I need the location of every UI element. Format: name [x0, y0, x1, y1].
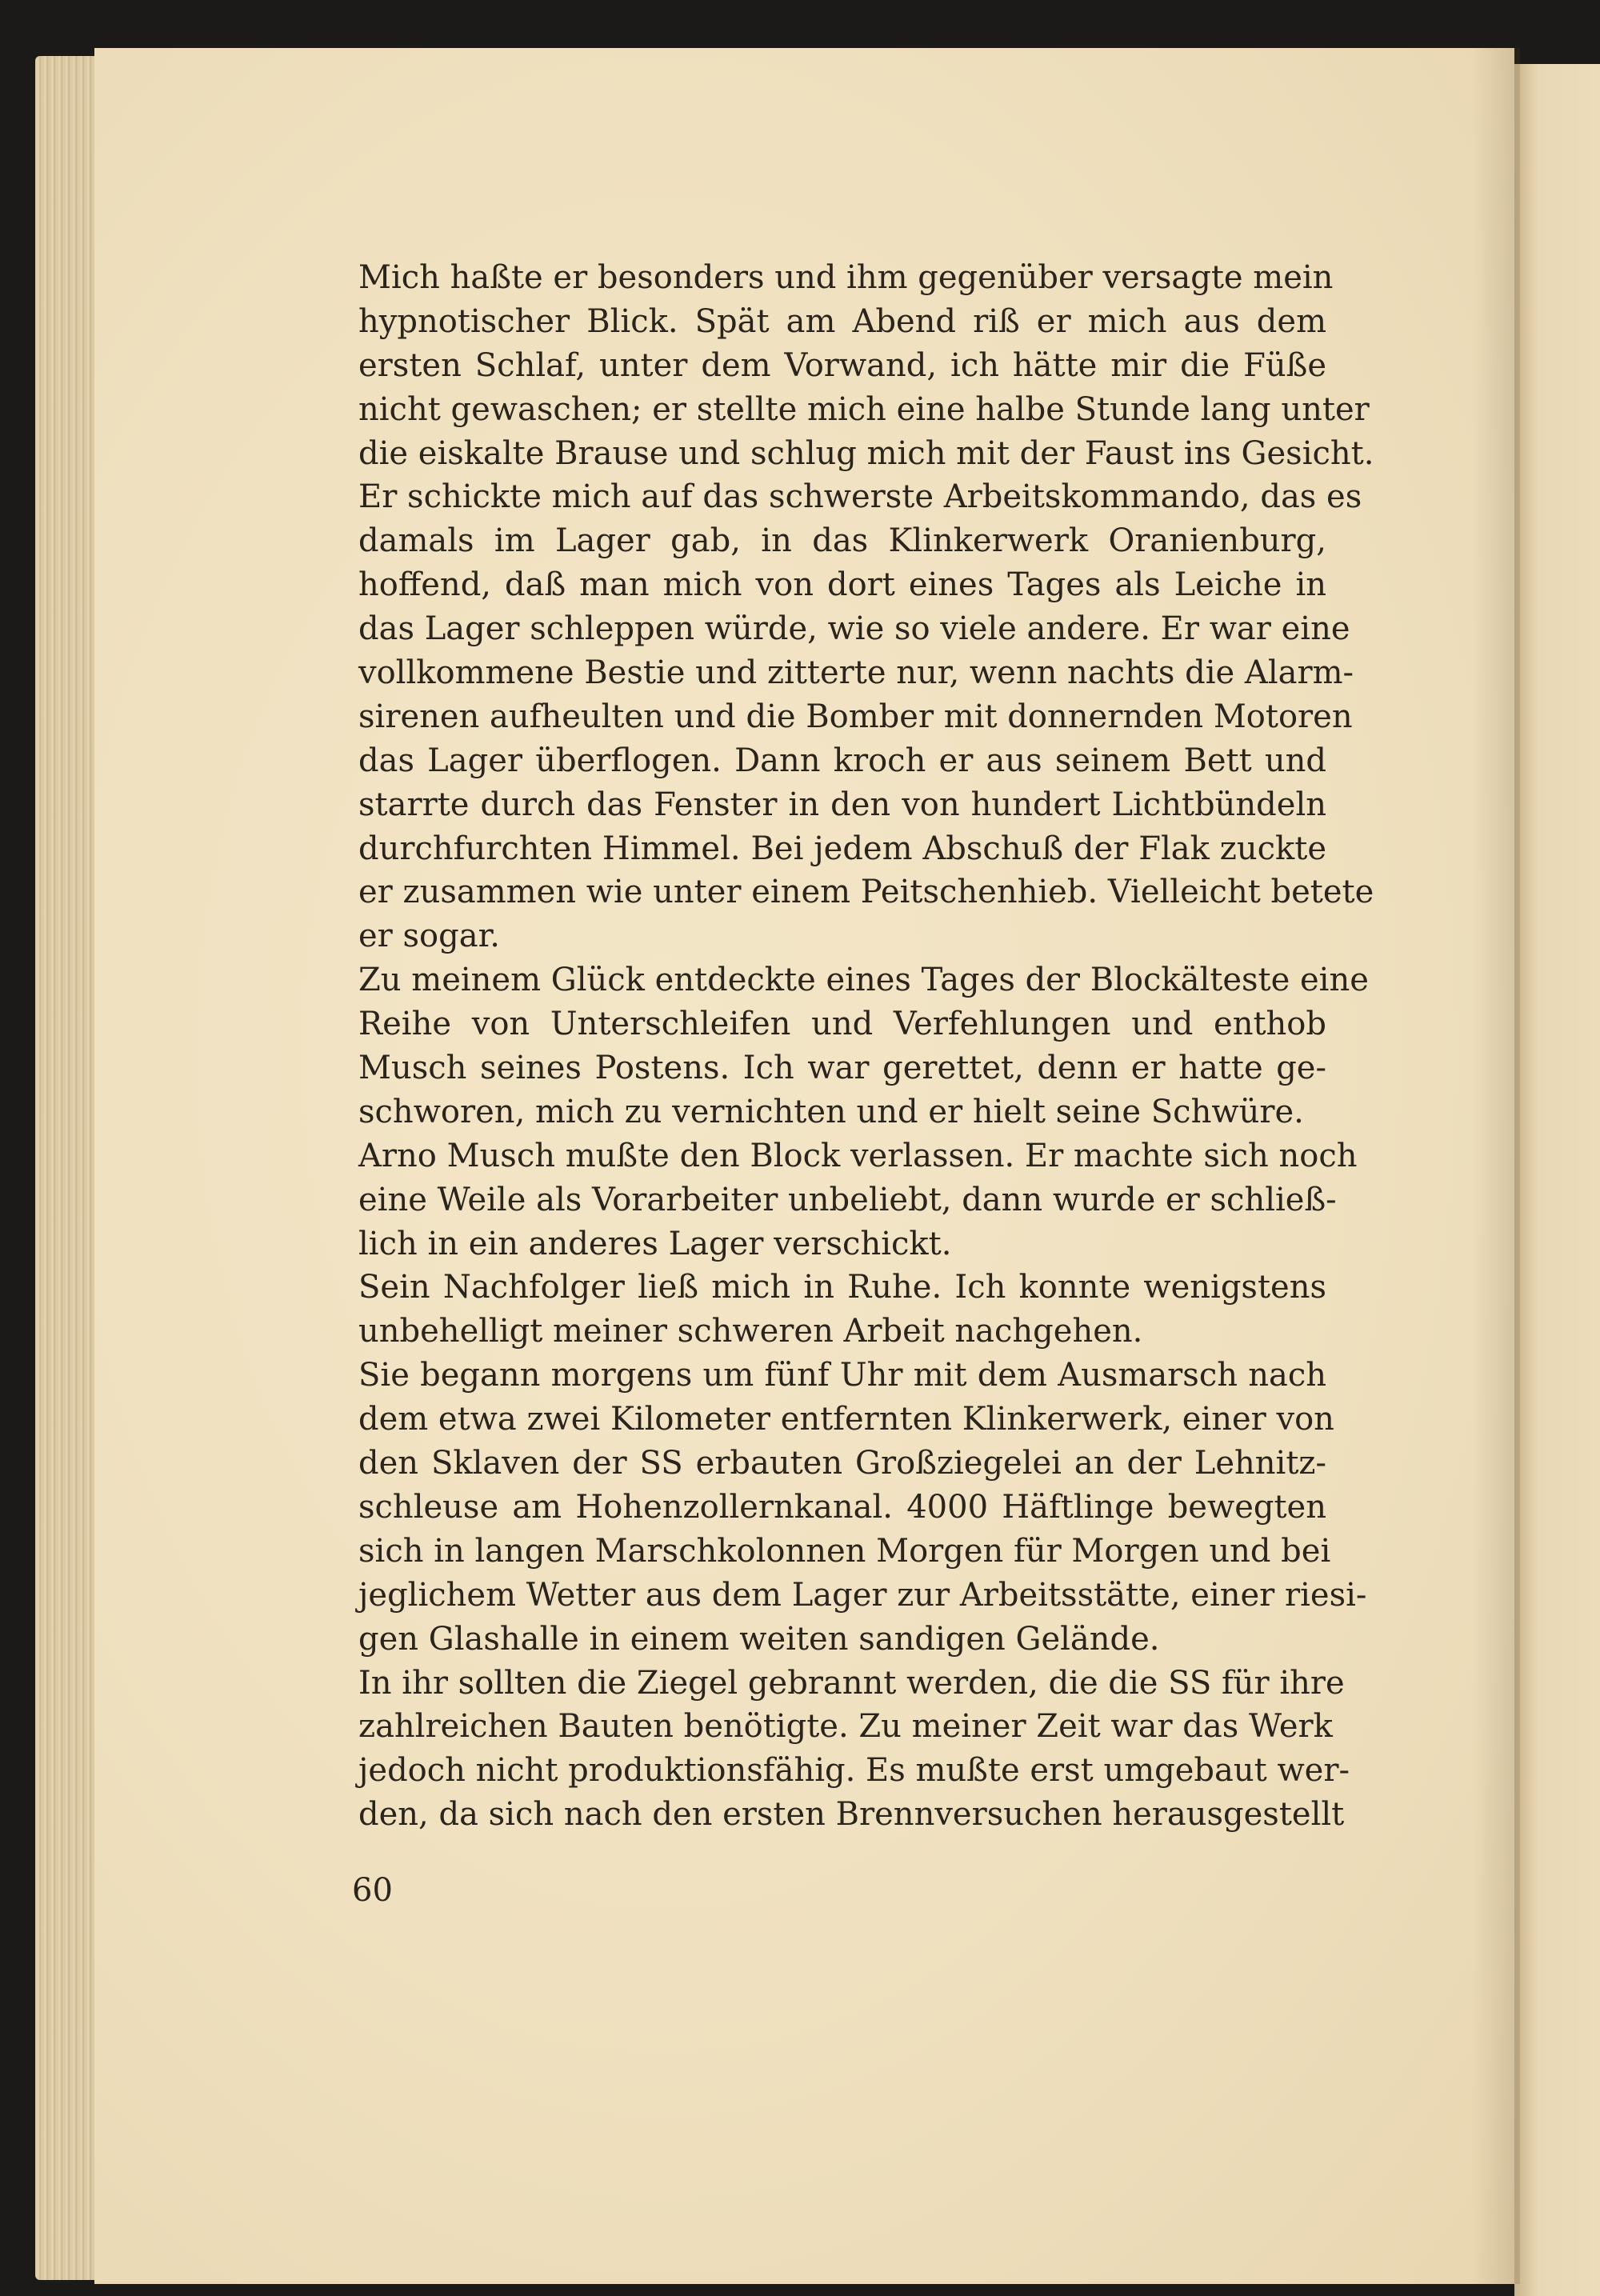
text-line: Arno Musch mußte den Block verlassen. Er machte sich noch	[358, 1137, 1358, 1174]
facing-page-edge	[1514, 64, 1600, 2296]
text-line: sirenen aufheulten und die Bomber mit donnernden Motoren	[358, 698, 1353, 735]
text-line: Musch seines Postens. Ich war gerettet, denn er hatte ge-	[358, 1050, 1326, 1087]
text-line: die eiskalte Brause und schlug mich mit der Faust ins Gesicht.	[358, 434, 1374, 472]
text-line: hoffend, daß man mich von dort eines Tages als Leiche in	[358, 566, 1326, 604]
text-line: er sogar.	[358, 918, 501, 955]
text-line: vollkommene Bestie und zitterte nur, wenn nachts die Alarm-	[358, 654, 1354, 692]
text-line: den Sklaven der SS erbauten Großziegelei an der Lehnitz-	[358, 1445, 1326, 1482]
text-line: ersten Schlaf, unter dem Vorwand, ich hätte mir die Füße	[358, 346, 1326, 384]
body-text	[358, 256, 1374, 1837]
text-line: damals im Lager gab, in das Klinkerwerk Oranienburg,	[358, 522, 1326, 560]
text-line: schworen, mich zu vernichten und er hielt seine Schwüre.	[358, 1093, 1304, 1130]
text-line: durchfurchten Himmel. Bei jedem Abschuß der Flak zuckte	[358, 830, 1326, 867]
text-line: Sie begann morgens um fünf Uhr mit dem Ausmarsch nach	[358, 1357, 1326, 1394]
text-line: eine Weile als Vorarbeiter unbeliebt, dann wurde er schließ-	[358, 1181, 1337, 1218]
text-line: gen Glashalle in einem weiten sandigen Gelände.	[358, 1620, 1160, 1658]
text-line: Mich haßte er besonders und ihm gegenüber versagte mein	[358, 259, 1334, 296]
text-line: Er schickte mich auf das schwerste Arbeitskommando, das es	[358, 478, 1362, 516]
text-line: Sein Nachfolger ließ mich in Ruhe. Ich konnte wenigstens	[358, 1269, 1326, 1306]
text-line: das Lager überflogen. Dann kroch er aus seinem Bett und	[358, 742, 1326, 779]
text-line: schleuse am Hohenzollernkanal. 4000 Häftlinge bewegten	[358, 1488, 1326, 1526]
text-line: Zu meinem Glück entdeckte eines Tages der Blockälteste eine	[358, 962, 1369, 999]
text-line: jedoch nicht produktionsfähig. Es mußte erst umgebaut wer-	[358, 1752, 1350, 1790]
text-line: den, da sich nach den ersten Brennversuchen herausgestellt	[358, 1796, 1345, 1834]
text-line: Reihe von Unterschleifen und Verfehlungen und enthob	[358, 1006, 1326, 1043]
text-line: nicht gewaschen; er stellte mich eine halbe Stunde lang unter	[358, 390, 1370, 428]
gutter-shadow	[1472, 48, 1520, 2284]
text-line: er zusammen wie unter einem Peitschenhieb. Vielleicht betete	[358, 874, 1374, 911]
text-line: unbehelligt meiner schweren Arbeit nachgehen.	[358, 1313, 1143, 1350]
text-line: dem etwa zwei Kilometer entfernten Klinkerwerk, einer von	[358, 1401, 1334, 1438]
text-line: jeglichem Wetter aus dem Lager zur Arbeitsstätte, einer riesi-	[358, 1576, 1367, 1614]
text-line: das Lager schleppen würde, wie so viele andere. Er war eine	[358, 610, 1350, 648]
text-line: zahlreichen Bauten benötigte. Zu meiner Zeit war das Werk	[358, 1708, 1333, 1746]
text-line: sich in langen Marschkolonnen Morgen für Morgen und bei	[358, 1532, 1331, 1570]
text-line: In ihr sollten die Ziegel gebrannt werden, die die SS für ihre	[358, 1664, 1345, 1702]
text-line: lich in ein anderes Lager verschickt.	[358, 1225, 952, 1262]
page-number: 60	[352, 1872, 393, 1909]
text-line: starrte durch das Fenster in den von hundert Lichtbündeln	[358, 786, 1326, 823]
text-line: hypnotischer Blick. Spät am Abend riß er mich aus dem	[358, 302, 1326, 340]
